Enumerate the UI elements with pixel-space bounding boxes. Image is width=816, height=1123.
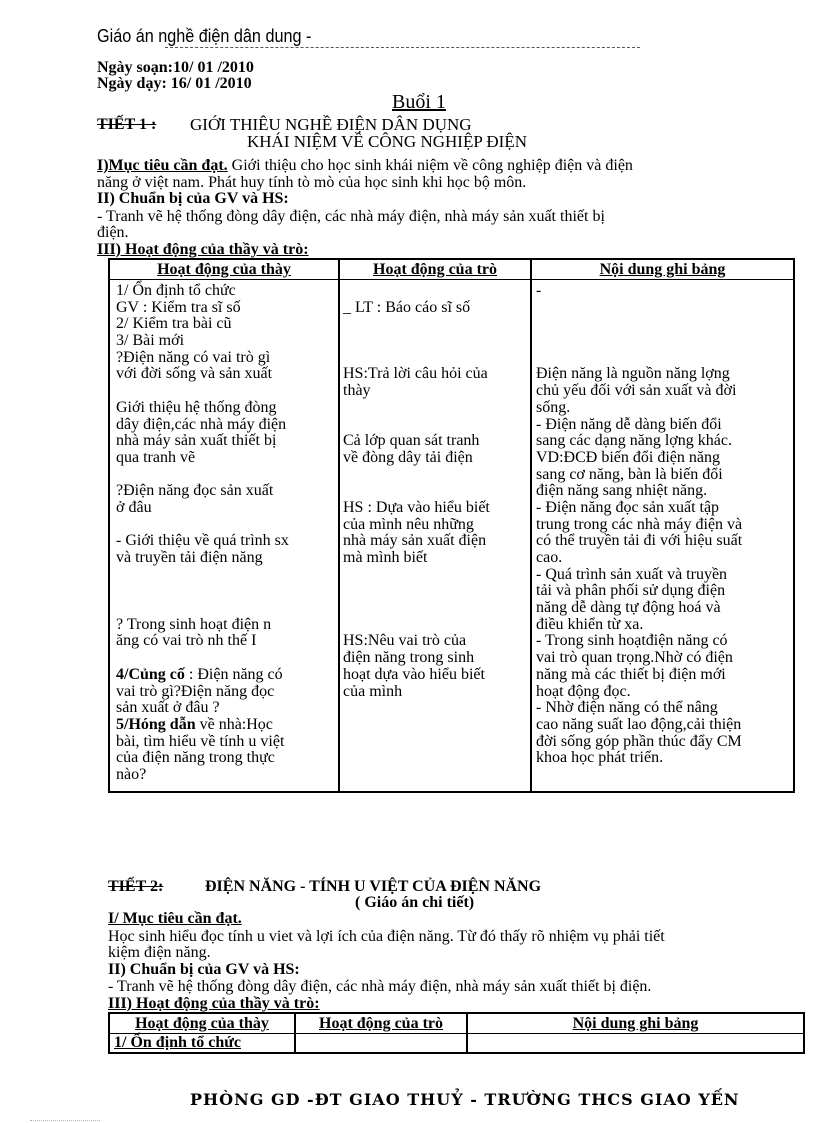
header-divider [165, 47, 640, 48]
date-taught: Ngày dạy: 16/ 01 /2010 [97, 75, 252, 92]
table-line [116, 717, 289, 734]
tiet2-preparation-heading: II) Chuẩn bị của GV và HS: [108, 961, 300, 978]
table-line: vai trò quan trọng.Nhờ có điện [536, 649, 733, 667]
table-line [343, 483, 490, 500]
table-line: mà mình biết [343, 549, 428, 566]
tiet2-label: TIẾT 2: [108, 878, 164, 895]
tiet1-label: TIẾT 1 : [97, 116, 157, 133]
table-line: cao năng suất lao động,cải thiện [536, 715, 742, 733]
table-line: HS:Trả lời câu hỏi của [343, 365, 488, 383]
table-line: năng mà các thiết bị điện mới [536, 665, 726, 683]
line-text: : Điện năng có [184, 665, 283, 683]
table-line [343, 400, 490, 417]
table-line: sống. [536, 398, 571, 416]
table-line [343, 333, 490, 350]
table-line: - [536, 282, 542, 299]
table-line [343, 350, 490, 367]
objective-label: I)Mục tiêu cần đạt. [97, 157, 228, 174]
table-line: tải và phân phối sử dụng điện [536, 582, 726, 600]
table-line: hoạt dựa vào hiểu biết [343, 665, 485, 683]
table-line: HS:Nêu vai trò của [343, 632, 467, 650]
table-line [536, 333, 786, 350]
table-line: có thể truyền tải đi với hiệu suất [536, 532, 743, 550]
tiet2-activities-heading: III) Hoạt động của thầy và trò: [108, 995, 320, 1012]
table-line: với đời sống và sản xuất [116, 365, 273, 383]
table-line: điện năng trong sinh [343, 649, 475, 667]
preparation-text-2: điện. [97, 224, 129, 241]
table-line [116, 383, 289, 400]
table-line [116, 567, 289, 584]
date-prepared: Ngày soạn:10/ 01 /2010 [97, 59, 254, 76]
table-line: đời sống góp phần thúc đẩy CM [536, 732, 742, 750]
table-line [343, 583, 490, 600]
header-teacher: Hoạt động của thày [157, 261, 291, 278]
lesson-table-2 [108, 1012, 805, 1054]
table-line: 2/ Kiểm tra bài cũ [116, 315, 232, 333]
table-line: hoạt động đọc. [536, 682, 631, 700]
table-line [116, 650, 289, 667]
column-divider [338, 260, 340, 791]
table-line [343, 283, 490, 300]
objective-line-2: năng ở việt nam. Phát huy tính tò mò của học sinh khi học bộ môn. [97, 174, 527, 191]
table-line: 1/ Ổn định tổ chức [116, 282, 236, 299]
table-line [116, 583, 289, 600]
table-line: - Trong sinh hoạtđiện năng có [536, 632, 728, 650]
table-line: khoa học phát triển. [536, 749, 664, 767]
teacher-activity-column [116, 283, 289, 784]
header-teacher: Hoạt động của thày [135, 1015, 269, 1032]
table-line: và truyền tải điện năng [116, 549, 263, 566]
objective-line-1 [97, 157, 633, 174]
table-line [343, 417, 490, 434]
table-line: - Nhờ điện năng có thể nâng [536, 699, 718, 717]
table-line [536, 316, 786, 333]
tiet2-objective-text-2: kiệm điện năng. [108, 944, 211, 961]
table-line [116, 467, 289, 484]
table-line [116, 517, 289, 534]
header-student: Hoạt động của trò [373, 261, 497, 278]
table-line: qua tranh vẽ [116, 448, 196, 466]
table-line: ?Điện năng có vai trò gì [116, 348, 271, 366]
table-line: - Điện năng dễ dàng biến đổi [536, 415, 722, 433]
tiet2-objective-heading: I/ Mục tiêu cần đạt. [108, 910, 242, 927]
header-board: Nội dung ghi bảng [599, 261, 726, 278]
table-line: của điện năng trong thực [116, 749, 275, 767]
table-line: - Quá trình sản xuất và truyền [536, 565, 728, 583]
table-line: ?Điện năng đọc sản xuất [116, 482, 274, 500]
table-line [116, 600, 289, 617]
table-line: VD:ĐCĐ biến đổi điện năng [536, 448, 720, 466]
table-line: bài, tìm hiểu về tính u việt [116, 732, 285, 750]
table-line: của mình nêu những [343, 515, 474, 533]
table-line: nhà máy sản xuất điện [343, 532, 487, 550]
footer-dotted-line [30, 1120, 100, 1121]
table-line [343, 567, 490, 584]
tiet1-subtitle: KHÁI NIỆM VỀ CÔNG NGHIỆP ĐIỆN [247, 132, 528, 151]
table-line: điều khiển từ xa. [536, 615, 644, 633]
bold-label: 5/Hóng dẫn [116, 715, 196, 733]
column-divider [530, 260, 532, 791]
session-title: Buổi 1 [392, 91, 446, 113]
table-line: sản xuất ở đâu ? [116, 699, 220, 717]
table-line [343, 617, 490, 634]
table-line: sang các dạng năng lợng khác. [536, 432, 732, 450]
student-activity-column [343, 283, 490, 700]
table-line: vai trò gì?Điện năng đọc [116, 682, 275, 700]
activities-heading: III) Hoạt động của thầy và trò: [97, 241, 309, 258]
header-board: Nội dung ghi bảng [572, 1015, 699, 1032]
table-line: Cả lớp quan sát tranh [343, 432, 480, 450]
table-line [343, 467, 490, 484]
tiet1-title: GIỚI THIÊU NGHỀ ĐIỆN DÂN DỤNG [190, 115, 472, 134]
table-line: _ LT : Báo cáo sĩ số [343, 298, 471, 316]
table-line: Điện năng là nguồn năng lợng [536, 365, 730, 383]
board-content-column [536, 283, 786, 767]
table-line: của mình [343, 682, 403, 700]
table-line: 3/ Bài mới [116, 332, 185, 350]
table-line [343, 600, 490, 617]
preparation-text-1: - Tranh vẽ hệ thống đòng dây điện, các nhà máy điện, nhà máy sản xuất thiết bị [97, 208, 605, 225]
table-line: chủ yếu đối với sản xuất và đời [536, 382, 737, 400]
table-line: trung trong các nhà máy điện và [536, 515, 743, 533]
table-line: điện năng sang nhiệt năng. [536, 482, 708, 500]
tiet2-subtitle: ( Giáo án chi tiết) [355, 894, 475, 911]
table-line: dây điện,các nhà máy điện [116, 415, 287, 433]
bold-label: 4/Củng cố [116, 665, 185, 683]
table-line: nhà máy sản xuất thiết bị [116, 432, 277, 450]
table-line [536, 350, 786, 367]
table-line: Giới thiệu hệ thống đòng [116, 398, 277, 416]
table-line: - Điện năng đọc sản xuất tập [536, 498, 720, 516]
objective-text: Giới thiệu cho học sinh khái niệm về công nghiệp điện và điện [227, 157, 633, 174]
table-line [116, 667, 289, 684]
header-student: Hoạt động của trò [319, 1015, 443, 1032]
table2-row1-text: 1/ Ổn định tổ chức [114, 1034, 241, 1051]
tiet2-preparation-text: - Tranh vẽ hệ thống đòng dây điện, các nhà máy điện, nhà máy sản xuất thiết bị điện. [108, 978, 652, 995]
table-line: sang cơ năng, bàn là biến đổi [536, 465, 723, 483]
tiet2-objective-text-1: Học sinh hiểu đọc tính u viet và lợi ích của điện năng. Từ đó thấy rõ nhiệm vụ phải tiết [108, 928, 665, 945]
table-line: năng dễ dàng tự động hoá và [536, 599, 721, 617]
table-line: HS : Dựa vào hiểu biết [343, 498, 490, 516]
table-line: GV : Kiểm tra sĩ số [116, 298, 241, 316]
table-line: cao. [536, 549, 563, 566]
table-line [536, 300, 786, 317]
table-line: thày [343, 382, 371, 400]
table-line: - Giới thiệu về quá trình sx [116, 532, 289, 550]
table-line: ? Trong sinh hoạt điện n [116, 615, 272, 633]
tiet2-title: ĐIỆN NĂNG - TÍNH U VIỆT CỦA ĐIỆN NĂNG [205, 878, 542, 895]
table-line: ăng có vai trò nh thế I [116, 632, 257, 650]
school-footer: PHÒNG GD -ĐT GIAO THUỶ - TRƯỜNG THCS GIAO YẾN [190, 1090, 740, 1109]
document-header: Giáo án nghề điện dân dung - [97, 26, 312, 46]
table-line: ở đâu [116, 498, 152, 516]
header-row-divider [110, 279, 793, 280]
table-line: nào? [116, 765, 147, 783]
line-text: về nhà:Học [195, 715, 273, 733]
preparation-heading: II) Chuẩn bị của GV và HS: [97, 190, 289, 207]
table-line: về đòng dây tải điện [343, 448, 473, 466]
table-line [343, 316, 490, 333]
